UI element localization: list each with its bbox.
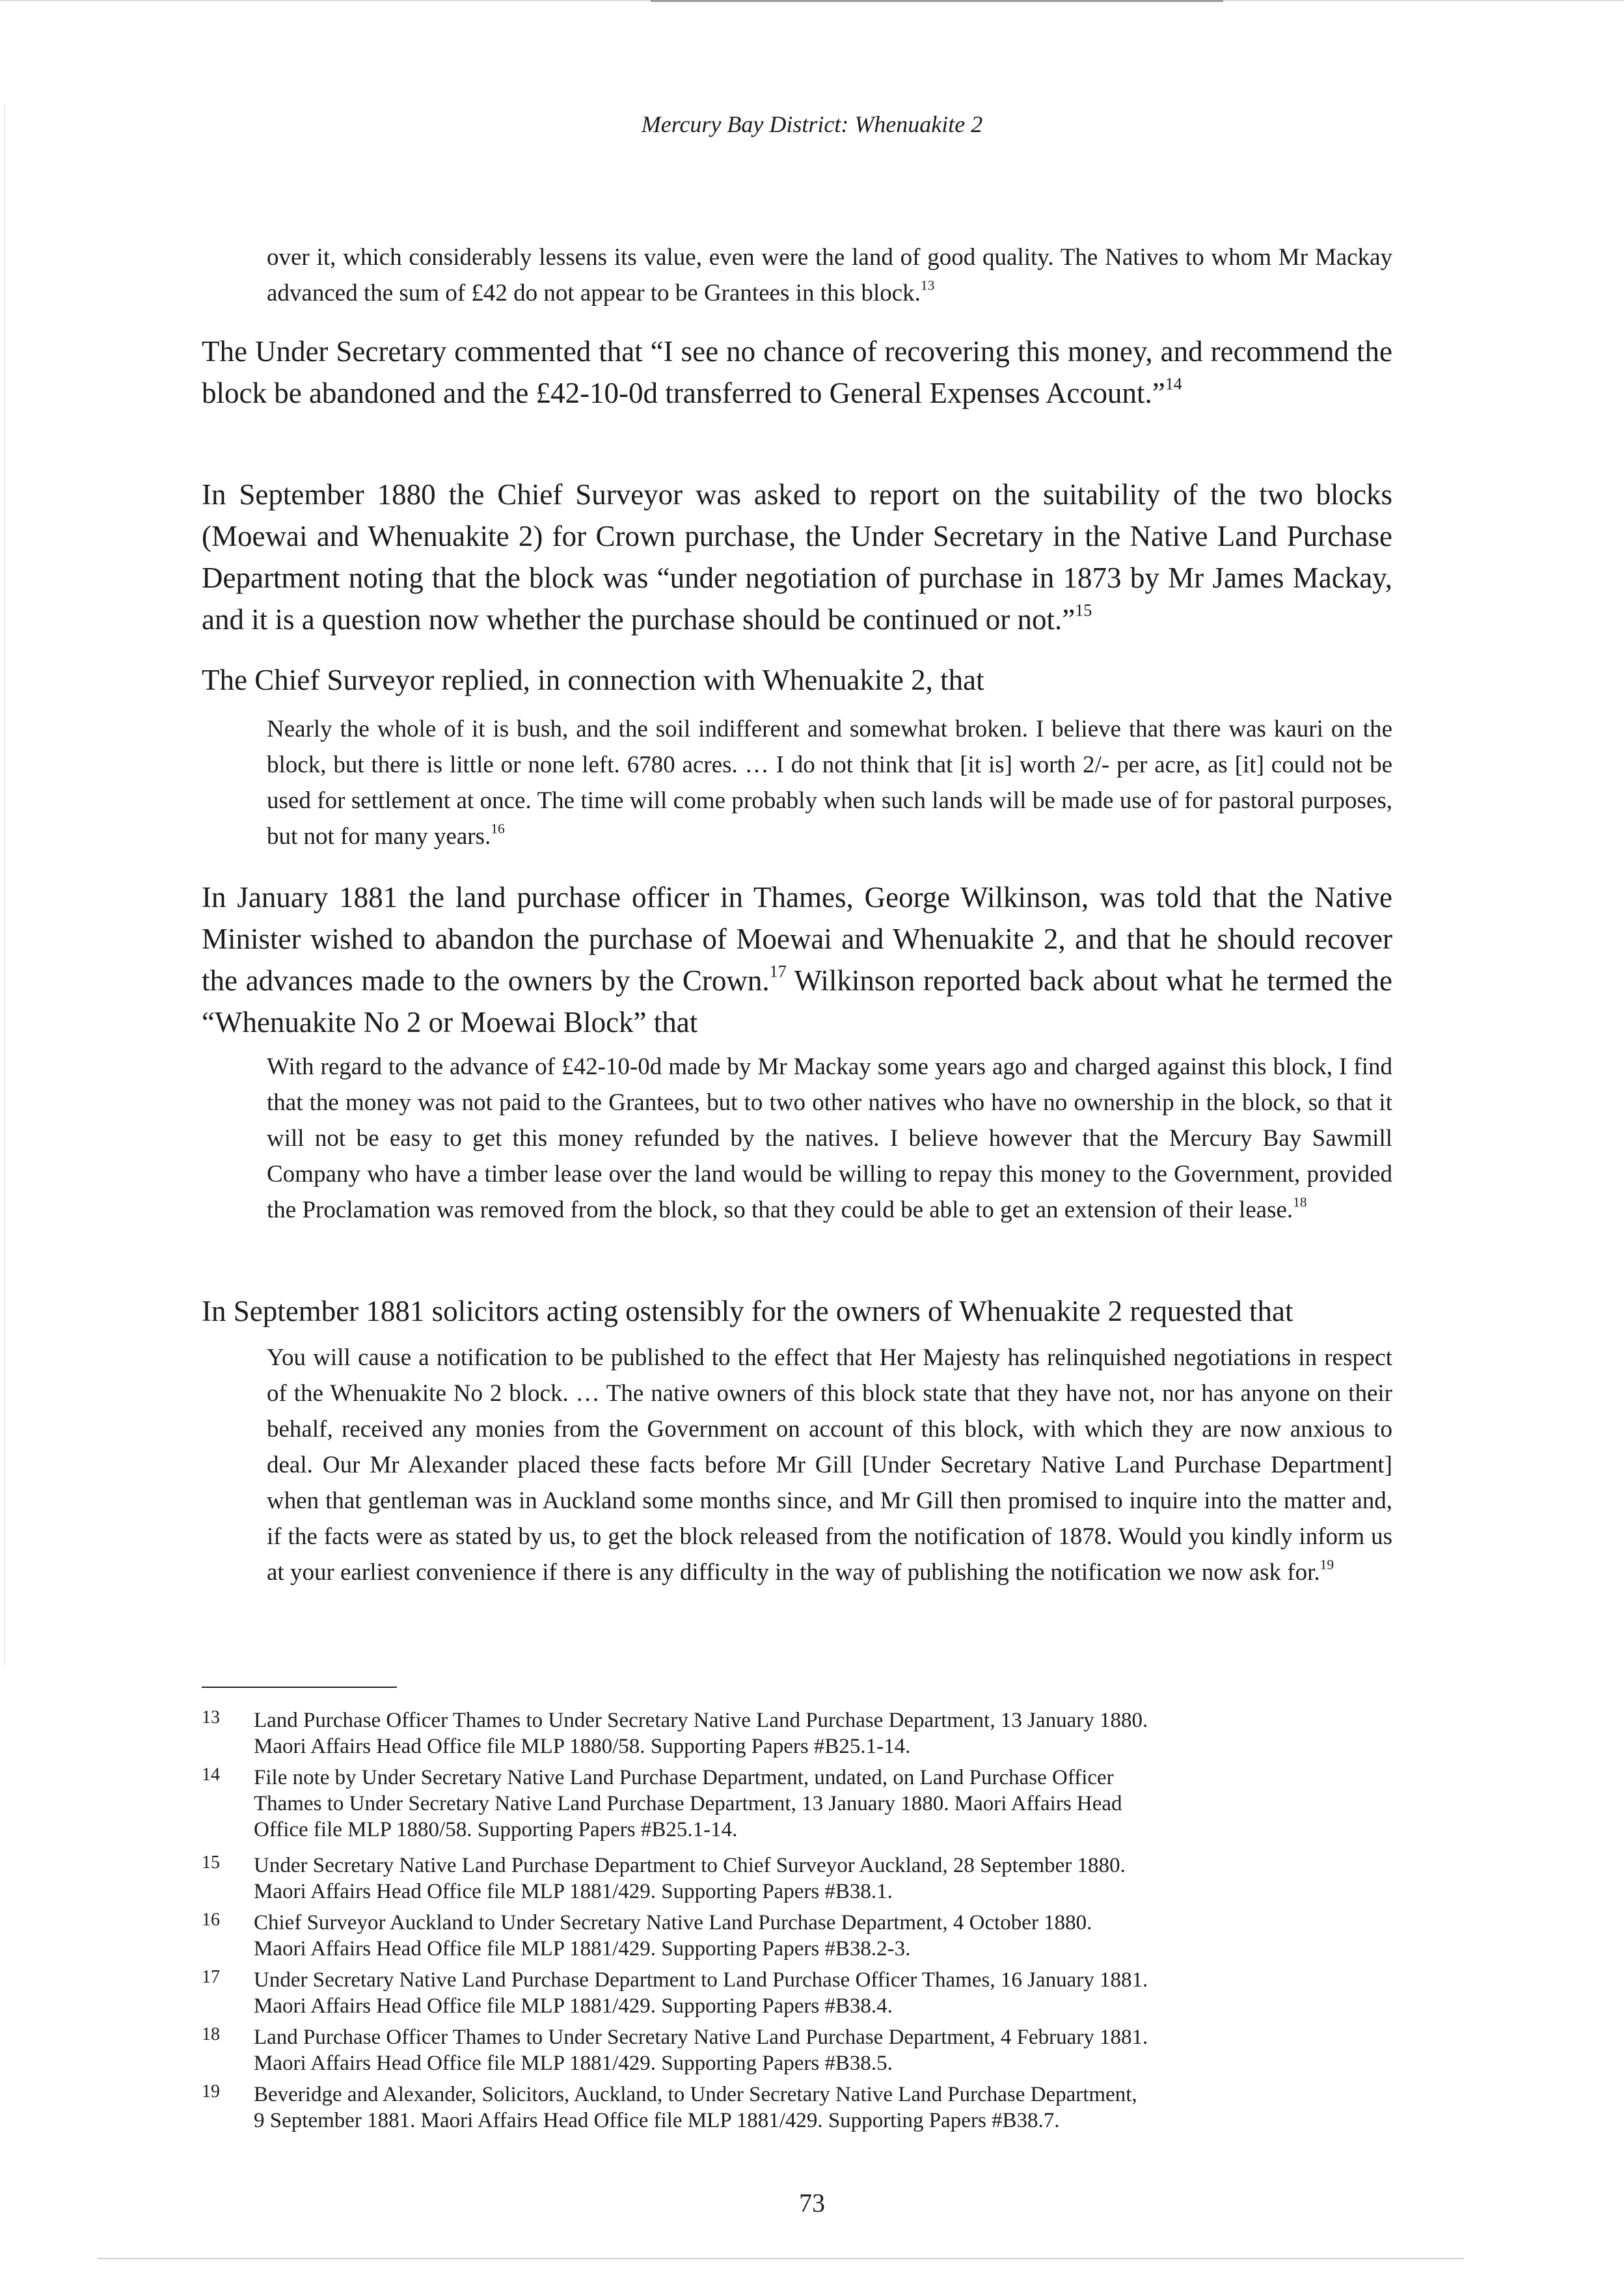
footnote-line: Maori Affairs Head Office file MLP 1881/429. Supporting Papers #B38.5. [254,2052,893,2075]
footnote-line: Land Purchase Officer Thames to Under Secretary Native Land Purchase Department, 4 February 1881. [254,2026,1148,2049]
scan-left-edge [4,104,5,1666]
quote-continued: over it, which considerably lessens its value, even were the land of good quality. The Natives to whom Mr Mackay advanced the sum of £42 do not appear to be Grantees in this block.$^{13}$ [267,244,1392,306]
footnote-line: Land Purchase Officer Thames to Under Secretary Native Land Purchase Department, 13 January 1880. [254,1709,1148,1732]
paragraph-chief-surveyor-replied: The Chief Surveyor replied, in connection with Whenuakite 2, that [202,664,984,696]
footnote-line: Chief Surveyor Auckland to Under Secretary Native Land Purchase Department, 4 October 1880. [254,1911,1092,1934]
footnote-ref-19[interactable]: 19 [1320,1556,1334,1573]
running-head: Mercury Bay District: Whenuakite 2 [641,111,983,137]
footnote-ref-15[interactable]: 15 [1075,601,1092,620]
footnote-number: 14 [202,1765,220,1785]
footnote-line: Thames to Under Secretary Native Land Purchase Department, 13 January 1880. Maori Affairs Head [254,1792,1122,1815]
footnote-number: 17 [202,1967,220,1987]
footnote-number: 19 [202,2082,220,2102]
footnote-line: 9 September 1881. Maori Affairs Head Office file MLP 1881/429. Supporting Papers #B38.7. [254,2109,1060,2132]
quote-solicitors: You will cause a notification to be published to the effect that Her Majesty has relinquished negotiations in respect of the Whenuakite No 2 block. … The native owners of this block state that they have not, nor has anyone on their behalf, received any monies from the Government on account of this block, with which they are now anxious to deal. Our Mr Alexander placed these facts before Mr Gill [Under Secretary Native Land Purchase Department] when that gentleman was in Auckland some months since, and Mr Gill then promised to inquire into the matter and, if the facts were as stated by us, to get the block released from the notification of 1878. Would you kindly inform us at your earliest convenience if there is any difficulty in the way of publishing the notification we now ask for.$^{19}$ [267,1344,1392,1586]
paragraph-january-1881: In January 1881 the land purchase officer in Thames, George Wilkinson, was told that the Native Minister wished to abandon the purchase of Moewai and Whenuakite 2, and that he should recover the advances made to the owners by the Crown.$^{17}$ Wilkinson reported back about what he termed the “Whenuakite No 2 or Moewai Block” that [202,881,1393,1038]
footnote-line: Maori Affairs Head Office file MLP 1881/429. Supporting Papers #B38.2-3. [254,1937,911,1961]
paragraph-september-1880: In September 1880 the Chief Surveyor was asked to report on the suitability of the two blocks (Moewai and Whenuakite 2) for Crown purchase, the Under Secretary in the Native Land Purchase Department noting that the block was “under negotiation of purchase in 1873 by Mr James Mackay, and it is a question now whether the purchase should be continued or not.”$^{15}$ [202,478,1392,636]
footnote-number: 13 [202,1707,220,1728]
footnote-line: Office file MLP 1880/58. Supporting Papers #B25.1-14. [254,1818,738,1841]
footnote-number: 15 [202,1853,220,1873]
footnote-line: Maori Affairs Head Office file MLP 1880/58. Supporting Papers #B25.1-14. [254,1735,911,1758]
page-number: 73 [799,2188,825,2218]
footnote-ref-13[interactable]: 13 [920,277,935,293]
footnote-ref-17[interactable]: 17 [769,962,787,981]
footnote-line: Beveridge and Alexander, Solicitors, Auckland, to Under Secretary Native Land Purchase Department, [254,2083,1137,2106]
footnote-number: 16 [202,1910,220,1930]
footnote-ref-16[interactable]: 16 [491,821,505,837]
paragraph-under-secretary-comment: The Under Secretary commented that “I see no chance of recovering this money, and recommend the block be abandoned and the £42-10-0d transferred to General Expenses Account.”$^{14}$ [202,335,1392,409]
quote-wilkinson: With regard to the advance of £42-10-0d made by Mr Mackay some years ago and charged against this block, I find that the money was not paid to the Grantees, but to two other natives who have no ownership in the block, so that it will not be easy to get this money refunded by the natives. I believe however that the Mercury Bay Sawmill Company who have a timber lease over the land would be willing to repay this money to the Government, provided the Proclamation was removed from the block, so that they could be able to get an extension of their lease.$^{18}$ [267,1053,1392,1223]
quote-chief-surveyor: Nearly the whole of it is bush, and the soil indifferent and somewhat broken. I believe that there was kauri on the block, but there is little or none left. 6780 acres. … I do not think that [it is] worth 2/- per acre, as [it] could not be used for settlement at once. The time will come probably when such lands will be made use of for pastoral purposes, but not for many years.$^{16}$ [267,716,1392,850]
footnote-line: Maori Affairs Head Office file MLP 1881/429. Supporting Papers #B38.4. [254,1994,893,2018]
footnote-ref-14[interactable]: 14 [1165,374,1182,394]
footnote-line: File note by Under Secretary Native Land Purchase Department, undated, on Land Purchase Officer [254,1766,1114,1789]
scan-bottom-edge [98,2258,1464,2259]
footnote-line: Under Secretary Native Land Purchase Department to Chief Surveyor Auckland, 28 September 1880. [254,1854,1126,1877]
paragraph-september-1881: In September 1881 solicitors acting ostensibly for the owners of Whenuakite 2 requested that [202,1295,1293,1327]
footnote-number: 18 [202,2024,220,2044]
footnote-line: Maori Affairs Head Office file MLP 1881/429. Supporting Papers #B38.1. [254,1880,893,1903]
scan-top-mark [651,0,1223,2]
footnote-line: Under Secretary Native Land Purchase Department to Land Purchase Officer Thames, 16 January 1881. [254,1968,1148,1992]
footnote-separator [202,1687,397,1688]
footnote-ref-18[interactable]: 18 [1293,1194,1307,1210]
